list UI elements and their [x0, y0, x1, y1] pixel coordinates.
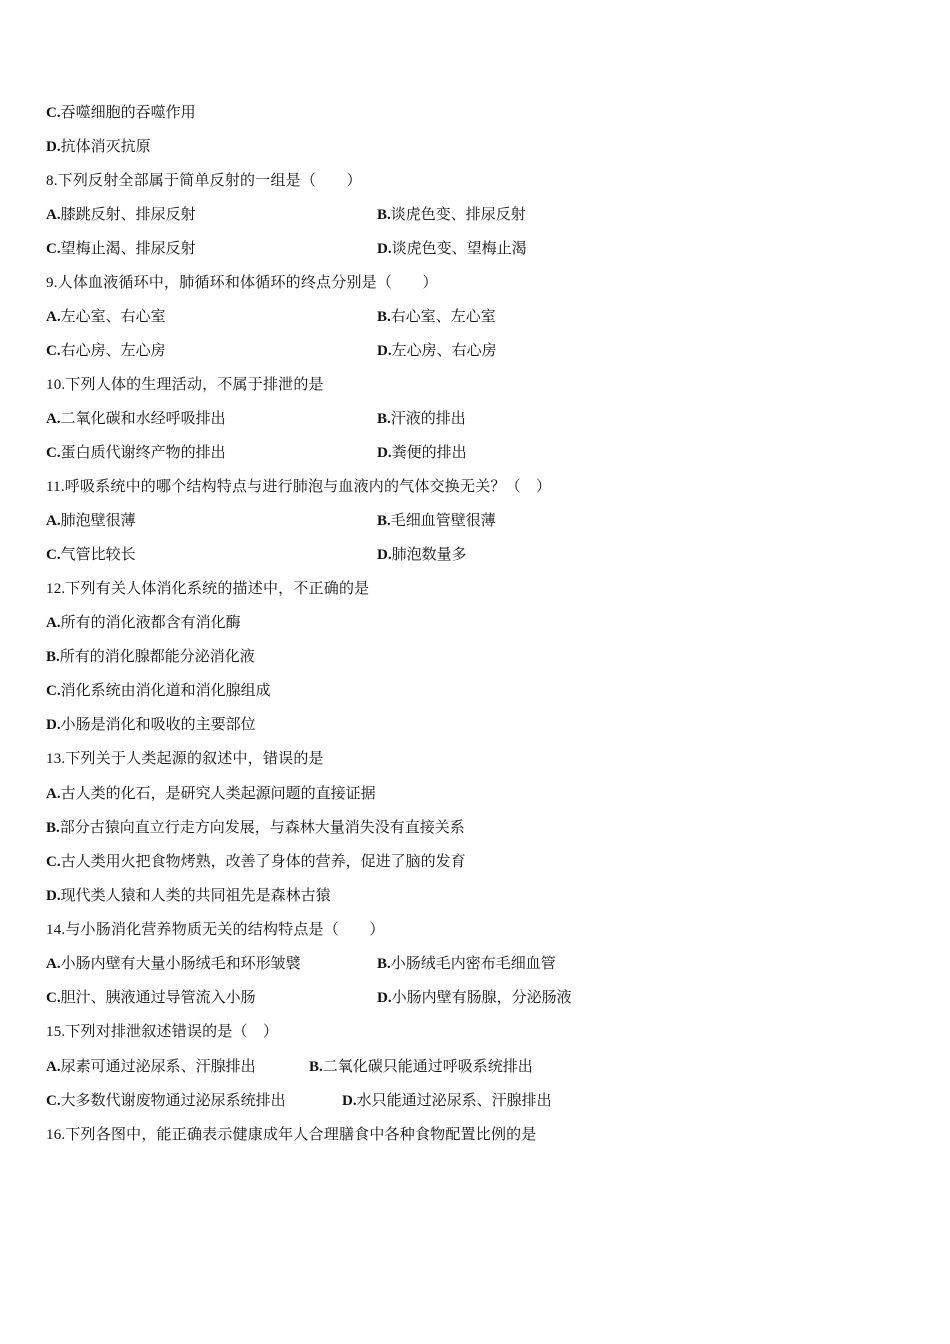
question-8-stem	[46, 168, 362, 192]
option-letter: A.	[46, 309, 61, 325]
option-text: 汗液的排出	[390, 409, 466, 427]
option-letter: C.	[46, 343, 61, 359]
question-text: 下列对排泄叙述错误的是（ ）	[65, 1022, 279, 1040]
option-text: 小肠内壁有肠腺，分泌肠液	[391, 988, 572, 1006]
question-15-stem	[46, 1019, 278, 1043]
option-letter: B.	[377, 513, 391, 529]
option-text: 蛋白质代谢终产物的排出	[60, 443, 226, 461]
option-letter: D.	[377, 547, 392, 563]
option-text: 肺泡数量多	[391, 545, 467, 563]
question-text: 下列反射全部属于简单反射的一组是（ ）	[57, 171, 362, 189]
option-letter: A.	[46, 411, 61, 427]
option-text: 气管比较长	[60, 545, 136, 563]
option-letter: C.	[46, 683, 61, 699]
option-text: 大多数代谢废物通过泌尿系统排出	[60, 1091, 286, 1109]
option-text: 右心室、左心室	[390, 307, 496, 325]
option-letter: C.	[46, 547, 61, 563]
option-text: 粪便的排出	[391, 443, 467, 461]
option-letter: A.	[46, 1059, 61, 1075]
option-letter: A.	[46, 615, 61, 631]
question-number: 13.	[46, 751, 66, 767]
option-text: 部分古猿向直立行走方向发展，与森林大量消失没有直接关系	[59, 818, 465, 836]
option-letter: A.	[46, 786, 61, 802]
option-text: 消化系统由消化道和消化腺组成	[60, 681, 271, 699]
option-text: 谈虎色变、排尿反射	[390, 205, 526, 223]
question-13-stem	[46, 746, 324, 770]
option-text: 胆汁、胰液通过导管流入小肠	[60, 988, 256, 1006]
option-text: 古人类的化石，是研究人类起源问题的直接证据	[60, 784, 376, 802]
question-number: 11.	[46, 479, 65, 495]
question-text: 下列人体的生理活动，不属于排泄的是	[65, 375, 324, 393]
option-letter: D.	[377, 990, 392, 1006]
option-letter: D.	[342, 1093, 357, 1109]
option-letter: C.	[46, 854, 61, 870]
question-text: 呼吸系统中的哪个结构特点与进行肺泡与血液内的气体交换无关？（ ）	[64, 477, 552, 495]
question-9-stem	[46, 270, 438, 294]
option-letter: C.	[46, 445, 61, 461]
option-text: 小肠内壁有大量小肠绒毛和环形皱襞	[60, 954, 301, 972]
option-text: 现代类人猿和人类的共同祖先是森林古猿	[60, 886, 331, 904]
option-letter: D.	[377, 241, 392, 257]
question-number: 14.	[46, 922, 66, 938]
option-letter: B.	[309, 1059, 323, 1075]
option-letter: D.	[46, 717, 61, 733]
option-text: 望梅止渴、排尿反射	[60, 239, 196, 257]
option-letter: B.	[377, 309, 391, 325]
question-11-stem	[46, 474, 551, 498]
question-number: 8.	[46, 173, 58, 189]
option-text: 抗体消灭抗原	[60, 137, 151, 155]
option-letter: A.	[46, 513, 61, 529]
option-text: 二氧化碳只能通过呼吸系统排出	[322, 1057, 533, 1075]
option-letter: B.	[46, 820, 60, 836]
option-letter: B.	[46, 649, 60, 665]
question-number: 12.	[46, 581, 66, 597]
question-12-stem	[46, 576, 369, 600]
option-letter: D.	[377, 343, 392, 359]
option-text: 左心室、右心室	[60, 307, 166, 325]
option-text: 肺泡壁很薄	[60, 511, 136, 529]
option-text: 所有的消化液都含有消化酶	[60, 613, 241, 631]
option-letter: C.	[46, 1093, 61, 1109]
question-16-stem	[46, 1122, 537, 1146]
option-letter: B.	[377, 207, 391, 223]
question-text: 下列关于人类起源的叙述中，错误的是	[65, 749, 324, 767]
question-14-stem	[46, 917, 385, 941]
option-text: 膝跳反射、排尿反射	[60, 205, 196, 223]
question-text: 人体血液循环中，肺循环和体循环的终点分别是（ ）	[57, 273, 438, 291]
question-text: 下列各图中，能正确表示健康成年人合理膳食中各种食物配置比例的是	[65, 1125, 537, 1143]
question-number: 15.	[46, 1024, 66, 1040]
question-number: 16.	[46, 1127, 66, 1143]
option-text: 小肠绒毛内密布毛细血管	[390, 954, 556, 972]
option-text: 古人类用火把食物烤熟，改善了身体的营养，促进了脑的发育	[60, 852, 466, 870]
question-10-stem	[46, 372, 324, 396]
option-letter: D.	[377, 445, 392, 461]
option-text: 尿素可通过泌尿系、汗腺排出	[60, 1057, 256, 1075]
option-letter: C.	[46, 105, 61, 121]
option-text: 二氧化碳和水经呼吸排出	[60, 409, 226, 427]
option-letter: D.	[46, 139, 61, 155]
option-letter: C.	[46, 990, 61, 1006]
question-number: 10.	[46, 377, 66, 393]
option-letter: A.	[46, 956, 61, 972]
option-letter: A.	[46, 207, 61, 223]
question-number: 9.	[46, 275, 58, 291]
option-text: 吞噬细胞的吞噬作用	[60, 103, 196, 121]
option-letter: B.	[377, 956, 391, 972]
option-text: 所有的消化腺都能分泌消化液	[59, 647, 255, 665]
option-letter: B.	[377, 411, 391, 427]
option-text: 小肠是消化和吸收的主要部位	[60, 715, 256, 733]
question-text: 与小肠消化营养物质无关的结构特点是（ ）	[65, 920, 385, 938]
option-text: 水只能通过泌尿系、汗腺排出	[356, 1091, 552, 1109]
option-text: 右心房、左心房	[60, 341, 166, 359]
option-letter: C.	[46, 241, 61, 257]
option-text: 左心房、右心房	[391, 341, 497, 359]
question-text: 下列有关人体消化系统的描述中，不正确的是	[65, 579, 370, 597]
option-text: 谈虎色变、望梅止渴	[391, 239, 527, 257]
option-letter: D.	[46, 888, 61, 904]
option-text: 毛细血管壁很薄	[390, 511, 496, 529]
